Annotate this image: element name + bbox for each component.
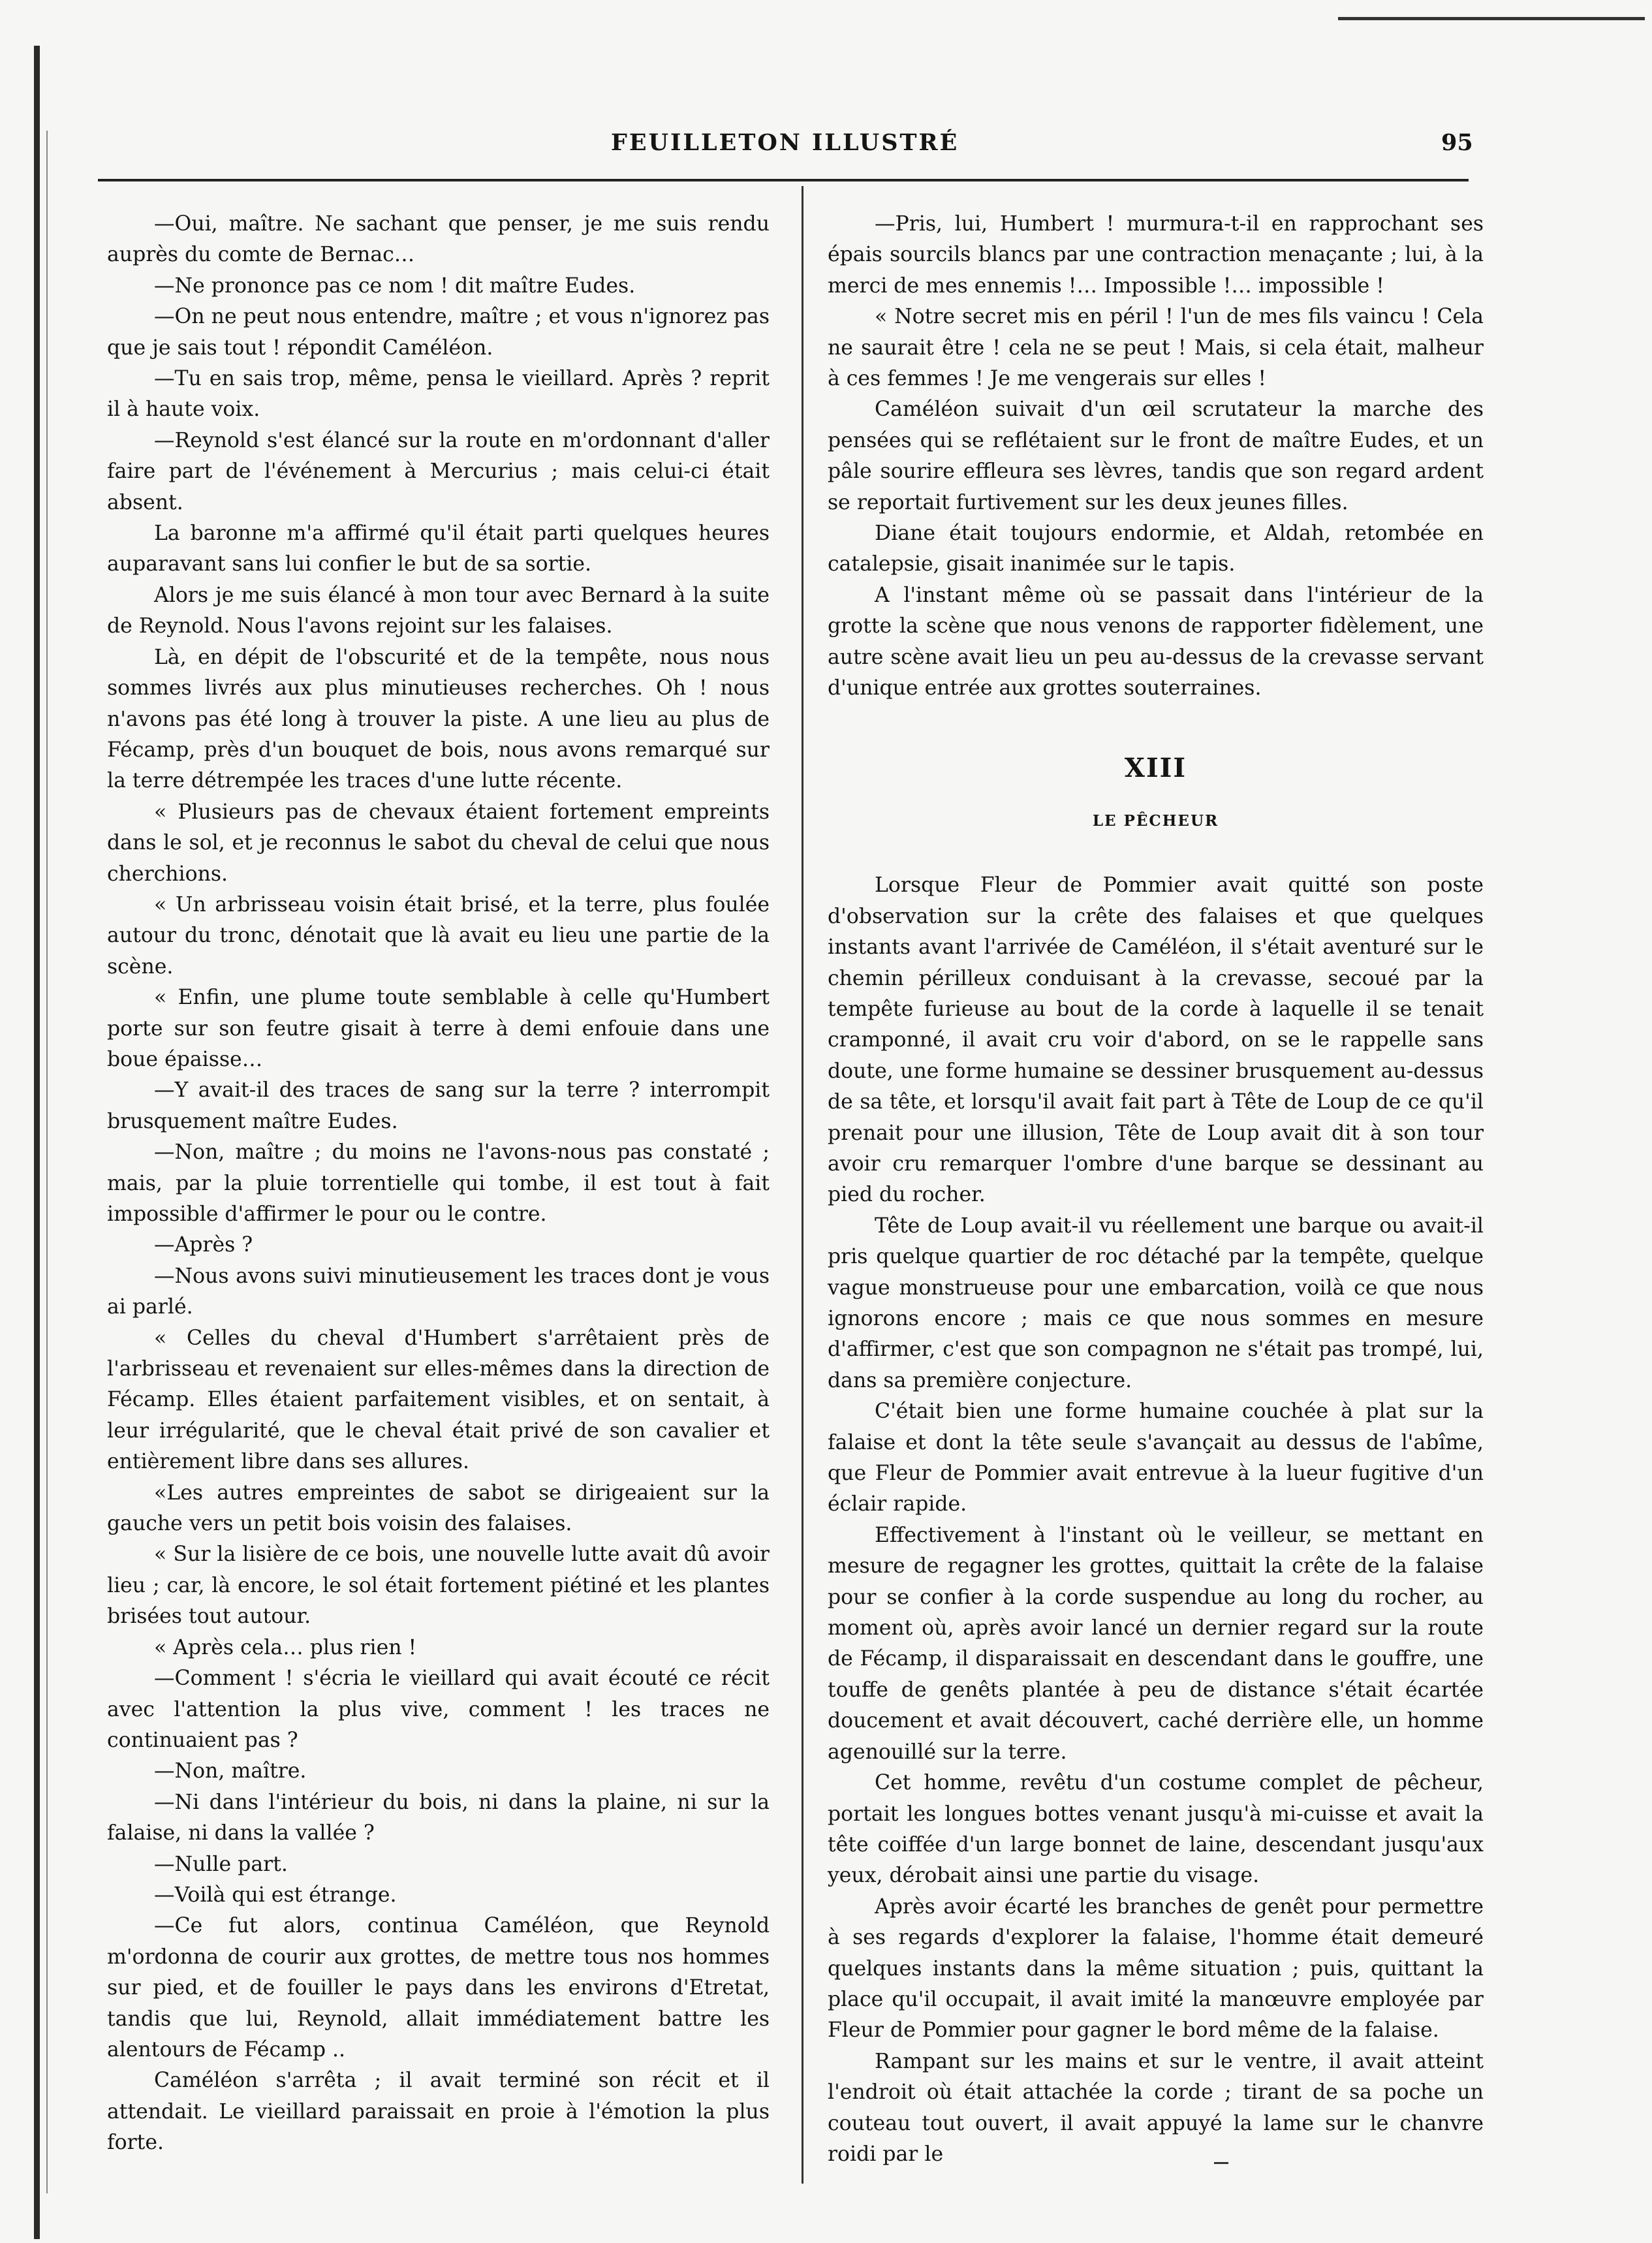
paragraph: « Plusieurs pas de chevaux étaient fortement empreints dans le sol, et je reconnus le sabot du cheval de celui que nous cherchions. bbox=[107, 800, 770, 886]
paragraph: —Comment ! s'écria le vieillard qui avait écouté ce récit avec l'attention la plus vive, comment ! les traces ne continuaient pas ? bbox=[107, 1667, 770, 1752]
paragraph: « Sur la lisière de ce bois, une nouvelle lutte avait dû avoir lieu ; car, là encore, le sol était fortement piétiné et les plantes brisées tout autour. bbox=[107, 1543, 770, 1629]
paragraph: « Après cela… plus rien ! bbox=[154, 1635, 417, 1659]
paragraph: —Y avait-il des traces de sang sur la terre ? interrompit brusquement maître Eudes. bbox=[107, 1078, 770, 1133]
paragraph: A l'instant même où se passait dans l'intérieur de la grotte la scène que nous venons de rapporter fidèlement, une autre scène avait lieu un peu au-dessus de la crevasse servant d'unique entrée aux grottes souterraines. bbox=[828, 583, 1484, 700]
paragraph: Caméléon suivait d'un œil scrutateur la marche des pensées qui se reflétaient sur le front de maître Eudes, et un pâle sourire effleura ses lèvres, tandis que son regard ardent se reportait furtivement sur les deux jeunes filles. bbox=[828, 398, 1484, 514]
paragraph: —Ne prononce pas ce nom ! dit maître Eudes. bbox=[154, 274, 636, 298]
page-binding-shadow bbox=[46, 131, 48, 2193]
paragraph: —Ce fut alors, continua Caméléon, que Reynold m'ordonna de courir aux grottes, de mettre tous nos hommes sur pied, et de fouiller le pays dans les environs d'Etretat, tandis que lui, Reynold, allait immédiatement battre les alentours de Fécamp .. bbox=[107, 1914, 770, 2062]
right-column bbox=[828, 209, 1484, 2170]
paragraph: —Reynold s'est élancé sur la route en m'ordonnant d'aller faire part de l'événement à Mercurius ; mais celui-ci était absent. bbox=[107, 428, 770, 514]
paragraph: —Oui, maître. Ne sachant que penser, je me suis rendu auprès du comte de Bernac… bbox=[107, 212, 770, 267]
paragraph: C'était bien une forme humaine couchée à plat sur la falaise et dont la tête seule s'avançait au dessus de l'abîme, que Fleur de Pommier avait entrevue à la lueur fugitive d'un éclair rapide. bbox=[828, 1400, 1484, 1516]
column-divider bbox=[802, 186, 803, 2184]
paragraph: Caméléon s'arrêta ; il avait terminé son récit et il attendait. Le vieillard paraissait en proie à l'émotion la plus forte. bbox=[107, 2069, 770, 2155]
paragraph: —Non, maître. bbox=[154, 1759, 307, 1783]
paragraph: Diane était toujours endormie, et Aldah, retombée en catalepsie, gisait inanimée sur le tapis. bbox=[828, 522, 1484, 576]
header-rule bbox=[98, 179, 1469, 181]
chapter-number: XIII bbox=[1124, 752, 1187, 783]
paragraph: Lorsque Fleur de Pommier avait quitté son poste d'observation sur la crête des falaises et que quelques instants avant l'arrivée de Caméléon, il s'était aventuré sur le chemin périlleux conduisant à la crevasse, secoué par la tempête furieuse au bout de la corde à laquelle il se tenait cramponné, il avait cru voir d'abord, on se le rappelle sans doute, une forme humaine se dessiner brusquement au-dessus de sa tête, et lorsqu'il avait fait part à Tête de Loup de ce qu'il prenait pour une illusion, Tête de Loup avait dit à son tour avoir cru remarquer l'ombre d'une barque se dessinant au pied du rocher. bbox=[828, 873, 1484, 1207]
paragraph: —Après ? bbox=[154, 1233, 253, 1257]
paragraph: —Tu en sais trop, même, pensa le vieillard. Après ? reprit il à haute voix. bbox=[107, 367, 770, 422]
chapter-title: LE PÊCHEUR bbox=[1092, 811, 1219, 830]
paragraph: « Un arbrisseau voisin était brisé, et la terre, plus foulée autour du tronc, dénotait que là avait eu lieu une partie de la scène. bbox=[107, 892, 770, 979]
page-binding-edge bbox=[34, 46, 40, 2239]
top-scan-rule bbox=[1338, 17, 1645, 20]
paragraph: Là, en dépit de l'obscurité et de la tempête, nous nous sommes livrés aux plus minutieuses recherches. Oh ! nous n'avons pas été long à trouver la piste. A une lieu au plus de Fécamp, près d'un bouquet de bois, nous avons remarqué sur la terre détrempée les traces d'une lutte récente. bbox=[107, 645, 770, 793]
paragraph: —Ni dans l'intérieur du bois, ni dans la plaine, ni sur la falaise, ni dans la vallée ? bbox=[107, 1790, 770, 1845]
left-column bbox=[107, 209, 770, 2159]
paragraph: La baronne m'a affirmé qu'il était parti quelques heures auparavant sans lui confier le but de sa sortie. bbox=[107, 522, 770, 576]
paragraph: Après avoir écarté les branches de genêt pour permettre à ses regards d'explorer la falaise, l'homme était demeuré quelques instants dans la même situation ; puis, quittant la place qu'il occupait, il avait imité la manœuvre employée par Fleur de Pommier pour gagner le bord même de la falaise. bbox=[828, 1894, 1484, 2043]
paragraph: Tête de Loup avait-il vu réellement une barque ou avait-il pris quelque quartier de roc détaché par la tempête, quelque vague monstrueuse pour une embarcation, voilà ce que nous ignorons encore ; mais ce que nous sommes en mesure d'affirmer, c'est que son compagnon ne s'était pas trompé, lui, dans sa première conjecture. bbox=[828, 1214, 1484, 1392]
paragraph: «Les autres empreintes de sabot se dirigeaient sur la gauche vers un petit bois voisin des falaises. bbox=[107, 1481, 770, 1536]
paragraph: —On ne peut nous entendre, maître ; et vous n'ignorez pas que je sais tout ! répondit Caméléon. bbox=[107, 305, 770, 360]
paragraph: —Nous avons suivi minutieusement les traces dont je vous ai parlé. bbox=[107, 1264, 770, 1319]
page-number: 95 bbox=[1441, 129, 1473, 156]
paragraph: Cet homme, revêtu d'un costume complet de pêcheur, portait les longues bottes venant jusqu'à mi-cuisse et avait la tête coiffée d'un large bonnet de laine, descendant jusqu'aux yeux, dérobait ainsi une partie du visage. bbox=[828, 1771, 1484, 1888]
paragraph: Rampant sur les mains et sur le ventre, il avait atteint l'endroit où était attachée la corde ; tirant de sa poche un couteau tout ouvert, il avait appuyé la lame sur le chanvre roidi par le bbox=[828, 2049, 1484, 2166]
paragraph: —Nulle part. bbox=[154, 1852, 288, 1876]
running-header-title: FEUILLETON ILLUSTRÉ bbox=[611, 129, 959, 156]
paragraph: « Celles du cheval d'Humbert s'arrêtaient près de l'arbrisseau et revenaient sur elles-mêmes dans la direction de Fécamp. Elles étaient parfaitement visibles, et on sentait, à leur irrégularité, que le cheval était privé de son cavalier et entièrement libre dans ses allures. bbox=[107, 1326, 770, 1474]
paragraph: « Notre secret mis en péril ! l'un de mes fils vaincu ! Cela ne saurait être ! cela ne se peut ! Mais, si cela était, malheur à ces femmes ! Je me vengerais sur elles ! bbox=[828, 305, 1484, 391]
page-mark bbox=[1214, 2162, 1228, 2164]
paragraph: Alors je me suis élancé à mon tour avec Bernard à la suite de Reynold. Nous l'avons rejoint sur les falaises. bbox=[107, 583, 770, 638]
paragraph: Effectivement à l'instant où le veilleur, se mettant en mesure de regagner les grottes, quittait la crête de la falaise pour se confier à la corde suspendue au long du rocher, au moment où, après avoir lancé un dernier regard sur la route de Fécamp, il disparaissait en descendant dans le gouffre, une touffe de genêts plantée à peu de distance s'était écartée doucement et avait découvert, caché derrière elle, un homme agenouillé sur la terre. bbox=[828, 1523, 1484, 1764]
paragraph: —Non, maître ; du moins ne l'avons-nous pas constaté ; mais, par la pluie torrentielle qui tombe, il est tout à fait impossible d'affirmer le pour ou le contre. bbox=[107, 1140, 770, 1226]
paragraph: —Pris, lui, Humbert ! murmura-t-il en rapprochant ses épais sourcils blancs par une contraction menaçante ; lui, à la merci de mes ennemis !… Impossible !… impossible ! bbox=[828, 212, 1484, 298]
paragraph: « Enfin, une plume toute semblable à celle qu'Humbert porte sur son feutre gisait à terre à demi enfouie dans une boue épaisse… bbox=[107, 986, 770, 1071]
paragraph: —Voilà qui est étrange. bbox=[154, 1883, 397, 1907]
